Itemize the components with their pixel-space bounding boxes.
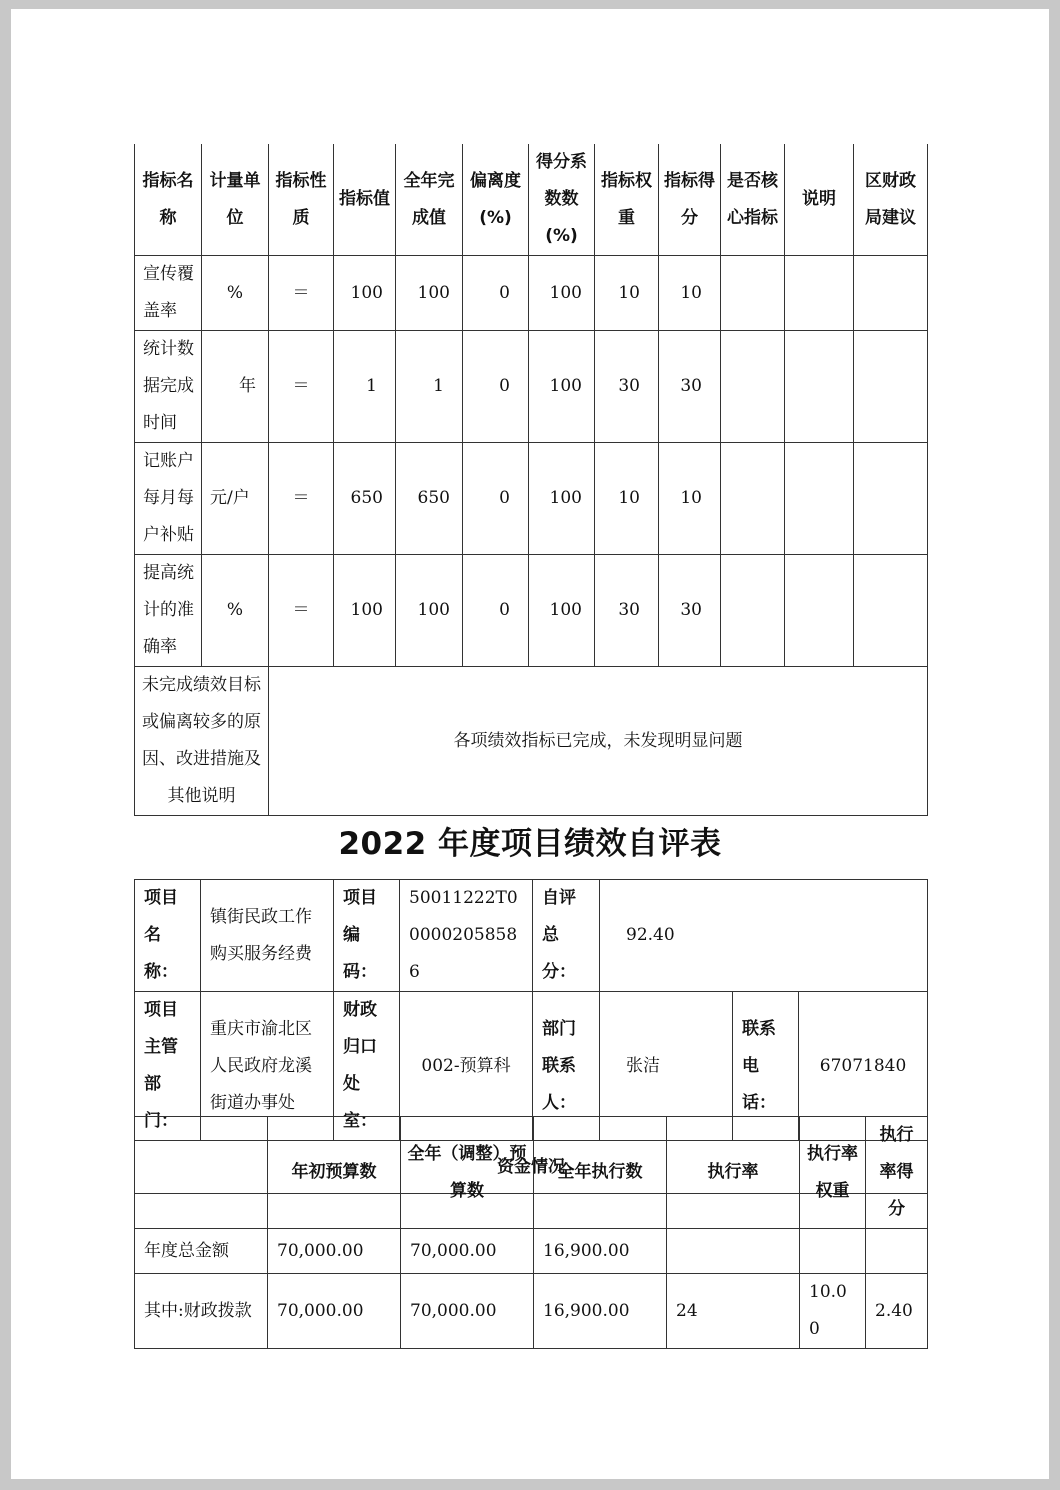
indicator-header-row (135, 144, 928, 256)
funds-rate (667, 1229, 800, 1274)
indicator-name: 记账户每月每户补贴 (135, 443, 202, 555)
indicator-nature: ＝ (269, 256, 334, 331)
table-row (135, 256, 928, 331)
indicator-target: 100 (334, 555, 396, 667)
indicator-name: 宣传覆盖率 (135, 256, 202, 331)
funds-header-cell: 执行率权重 (800, 1117, 866, 1229)
indicator-weight: 10 (595, 443, 659, 555)
contact-value: 张洁 (600, 992, 733, 1141)
indicator-advice (854, 256, 928, 331)
indicator-weight: 30 (595, 555, 659, 667)
funds-header-cell (135, 1117, 268, 1229)
indicator-advice (854, 555, 928, 667)
indicator-weight: 30 (595, 331, 659, 443)
indicator-target: 100 (334, 256, 396, 331)
funds-section-title: 资金情况 (135, 1141, 928, 1194)
indicator-core (721, 555, 785, 667)
project-name-value: 镇街民政工作购买服务经费 (201, 880, 334, 992)
project-name-label: 项目名称： (135, 880, 201, 992)
indicator-actual: 100 (396, 555, 463, 667)
funds-table (134, 1116, 928, 1349)
header-cell: 全年完成值 (396, 144, 463, 256)
table-row (135, 1229, 928, 1274)
indicator-actual: 650 (396, 443, 463, 555)
indicator-core (721, 331, 785, 443)
indicator-coef: 100 (529, 555, 595, 667)
funds-row-label: 年度总金额 (135, 1229, 268, 1274)
funds-weight: 10.00 (800, 1274, 866, 1349)
funds-initial: 70,000.00 (268, 1229, 401, 1274)
phone-label: 联系电话： (733, 992, 799, 1141)
funds-header-cell: 全年（调整）预算数 (401, 1117, 534, 1229)
contact-label: 部门联系人： (533, 992, 600, 1141)
indicator-deviation: 0 (463, 555, 529, 667)
funds-rate: 24 (667, 1274, 800, 1349)
indicator-deviation: 0 (463, 331, 529, 443)
finance-label: 财政归口处室： (334, 992, 400, 1141)
funds-score (866, 1229, 928, 1274)
indicator-nature: ＝ (269, 555, 334, 667)
funds-executed: 16,900.00 (534, 1274, 667, 1349)
indicator-actual: 100 (396, 256, 463, 331)
indicator-weight: 10 (595, 256, 659, 331)
funds-row-label: 其中:财政拨款 (135, 1274, 268, 1349)
indicator-target: 650 (334, 443, 396, 555)
funds-header-cell: 全年执行数 (534, 1117, 667, 1229)
project-code-label: 项目编码： (334, 880, 400, 992)
indicator-target: 1 (334, 331, 396, 443)
indicator-note (785, 331, 854, 443)
header-cell: 指标性质 (269, 144, 334, 256)
funds-header-cell: 执行率 (667, 1117, 800, 1229)
reason-label: 未完成绩效目标或偏离较多的原因、改进措施及其他说明 (135, 667, 269, 816)
indicator-note (785, 443, 854, 555)
funds-score: 2.40 (866, 1274, 928, 1349)
finance-value: 002-预算科 (400, 992, 533, 1141)
indicator-coef: 100 (529, 256, 595, 331)
project-info-row (135, 880, 928, 992)
indicator-unit: % (202, 555, 269, 667)
indicator-advice (854, 443, 928, 555)
document-page (11, 9, 1049, 1479)
funds-header-row (135, 1117, 928, 1229)
funds-adjusted: 70,000.00 (401, 1274, 534, 1349)
indicator-name: 提高统计的准确率 (135, 555, 202, 667)
funds-initial: 70,000.00 (268, 1274, 401, 1349)
funds-weight (800, 1229, 866, 1274)
indicator-table (134, 144, 928, 816)
indicator-actual: 1 (396, 331, 463, 443)
indicator-nature: ＝ (269, 443, 334, 555)
page-title: 2022 年度项目绩效自评表 (338, 826, 722, 862)
indicator-note (785, 555, 854, 667)
header-cell: 得分系数数(%) (529, 144, 595, 256)
header-cell: 指标权重 (595, 144, 659, 256)
indicator-unit: % (202, 256, 269, 331)
header-cell: 指标名称 (135, 144, 202, 256)
reason-row (135, 667, 928, 816)
indicator-core (721, 443, 785, 555)
header-cell: 计量单位 (202, 144, 269, 256)
dept-value: 重庆市渝北区人民政府龙溪街道办事处 (201, 992, 334, 1141)
table-row (135, 443, 928, 555)
table-row (135, 555, 928, 667)
funds-header-cell: 年初预算数 (268, 1117, 401, 1229)
indicator-unit: 年 (202, 331, 269, 443)
header-cell: 指标值 (334, 144, 396, 256)
indicator-deviation: 0 (463, 256, 529, 331)
header-cell: 说明 (785, 144, 854, 256)
indicator-core (721, 256, 785, 331)
reason-value: 各项绩效指标已完成，未发现明显问题 (269, 667, 928, 816)
indicator-deviation: 0 (463, 443, 529, 555)
indicator-score: 30 (659, 331, 721, 443)
table-row (135, 1274, 928, 1349)
phone-value: 67071840 (799, 992, 928, 1141)
header-cell: 区财政局建议 (854, 144, 928, 256)
indicator-score: 10 (659, 443, 721, 555)
funds-adjusted: 70,000.00 (401, 1229, 534, 1274)
dept-label: 项目主管部门： (135, 992, 201, 1141)
table-row (135, 331, 928, 443)
project-code-value: 50011222T000002058586 (400, 880, 533, 992)
indicator-note (785, 256, 854, 331)
score-value: 92.40 (600, 880, 928, 992)
indicator-score: 30 (659, 555, 721, 667)
funds-header-cell: 执行率得分 (866, 1117, 928, 1229)
indicator-unit: 元/户 (202, 443, 269, 555)
header-cell: 指标得分 (659, 144, 721, 256)
funds-executed: 16,900.00 (534, 1229, 667, 1274)
indicator-score: 10 (659, 256, 721, 331)
indicator-name: 统计数据完成时间 (135, 331, 202, 443)
header-cell: 偏离度(%) (463, 144, 529, 256)
indicator-coef: 100 (529, 443, 595, 555)
indicator-coef: 100 (529, 331, 595, 443)
score-label: 自评总分： (533, 880, 600, 992)
indicator-nature: ＝ (269, 331, 334, 443)
indicator-advice (854, 331, 928, 443)
header-cell: 是否核心指标 (721, 144, 785, 256)
